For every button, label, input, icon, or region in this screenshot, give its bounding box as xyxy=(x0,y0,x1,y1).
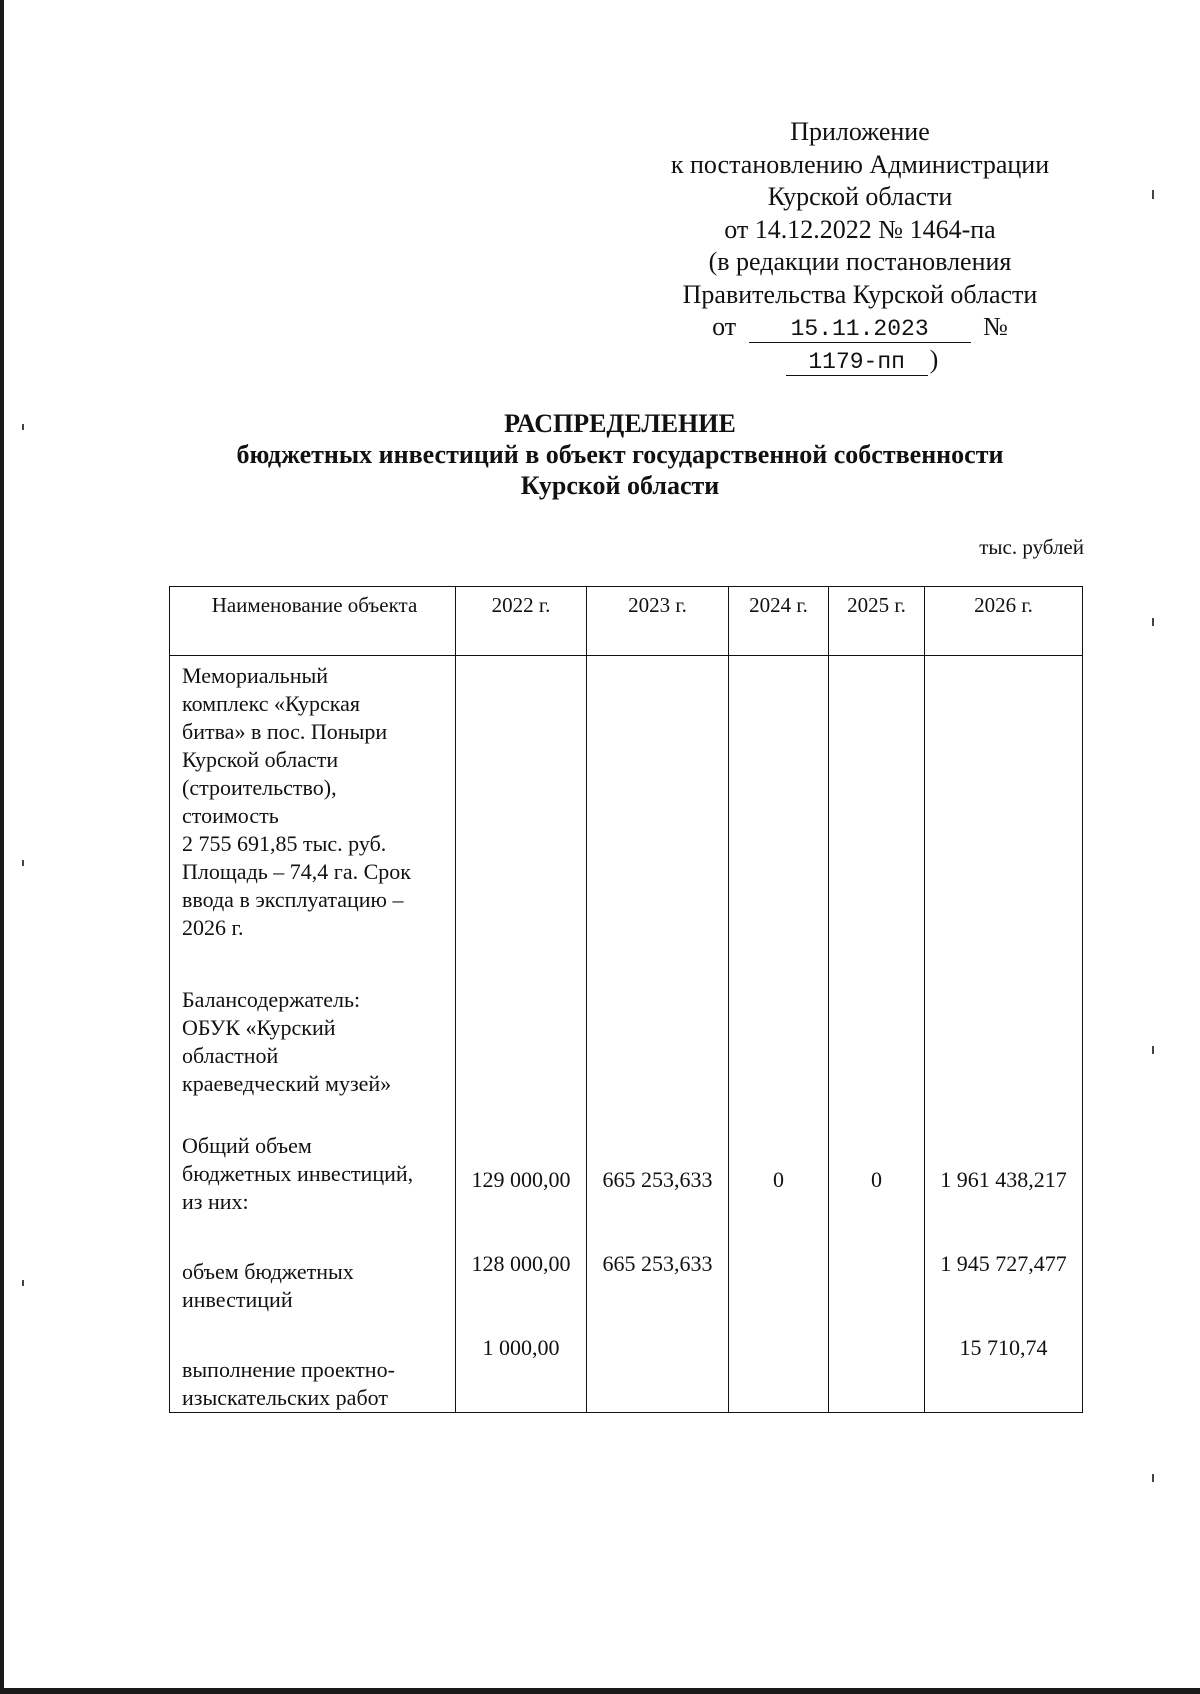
header-year: 2025 г. xyxy=(829,587,925,656)
value-investments: 1 945 727,477 xyxy=(940,1251,1067,1276)
description-line: Площадь – 74,4 га. Срок xyxy=(182,859,411,884)
from-label: от xyxy=(712,312,737,341)
description-line: 2 755 691,85 тыс. руб. xyxy=(182,831,387,856)
description-line: Курской области xyxy=(182,747,339,772)
appendix-line: Приложение xyxy=(790,117,930,146)
description-line: битва» в пос. Поныри xyxy=(182,719,388,744)
value-investments: 128 000,00 xyxy=(471,1251,571,1276)
value-investments xyxy=(829,1250,924,1278)
description-line: комплекс «Курская xyxy=(182,691,361,716)
scan-left-edge xyxy=(0,0,4,1694)
value-investments xyxy=(729,1250,828,1278)
appendix-line: Правительства Курской области xyxy=(682,279,1038,309)
amendment-number-field: 1179-пп xyxy=(786,349,928,376)
year-column-cell xyxy=(729,656,829,1413)
title-line: бюджетных инвестиций в объект государственной собственности xyxy=(236,440,1004,469)
value-total: 0 xyxy=(773,1167,784,1192)
scan-speck xyxy=(22,424,24,430)
appendix-block xyxy=(640,116,1080,376)
investment-table xyxy=(169,586,1083,1413)
scan-bottom-edge xyxy=(0,1688,1200,1694)
balance-holder xyxy=(182,986,443,1098)
header-year: 2023 г. xyxy=(587,587,729,656)
value-total: 1 961 438,217 xyxy=(940,1167,1067,1192)
label-line: инвестиций xyxy=(182,1287,293,1312)
value-total: 0 xyxy=(871,1167,882,1192)
description-line: Мемориальный xyxy=(182,663,329,688)
row-label-total xyxy=(182,1132,443,1216)
object-description xyxy=(182,662,443,942)
appendix-line: (в редакции постановления xyxy=(708,247,1012,276)
scan-speck xyxy=(1152,1474,1154,1482)
year-column-cell xyxy=(456,656,587,1413)
label-line: из них: xyxy=(182,1189,249,1214)
year-column-cell xyxy=(587,656,729,1413)
value-investments: 665 253,633 xyxy=(602,1251,713,1276)
object-name-cell xyxy=(170,656,456,1413)
label-line: Общий объем xyxy=(182,1133,312,1158)
unit-label: тыс. рублей xyxy=(979,535,1084,559)
label-line: изыскательских работ xyxy=(182,1385,388,1410)
description-line: 2026 г. xyxy=(182,915,244,940)
document-title xyxy=(160,408,1080,501)
scan-speck xyxy=(1152,618,1154,626)
description-line: ввода в эксплуатацию – xyxy=(182,887,404,912)
label-line: объем бюджетных xyxy=(182,1259,354,1284)
value-design-works xyxy=(729,1334,828,1362)
year-column-cell xyxy=(925,656,1083,1413)
value-total: 665 253,633 xyxy=(602,1167,713,1192)
number-label: № xyxy=(983,312,1008,341)
scan-speck xyxy=(1152,190,1154,199)
holder-line: краеведческий музей» xyxy=(182,1071,392,1096)
holder-line: областной xyxy=(182,1043,279,1068)
value-design-works: 15 710,74 xyxy=(959,1335,1048,1360)
title-line: Курской области xyxy=(520,471,720,500)
scan-speck xyxy=(1152,1046,1154,1054)
scan-speck xyxy=(22,860,24,866)
appendix-line: Курской области xyxy=(767,182,953,211)
header-year: 2022 г. xyxy=(456,587,587,656)
value-total: 129 000,00 xyxy=(471,1167,571,1192)
value-design-works: 1 000,00 xyxy=(482,1335,560,1360)
appendix-line: к постановлению Администрации xyxy=(670,149,1050,179)
header-object-name: Наименование объекта xyxy=(170,587,456,656)
value-design-works xyxy=(829,1334,924,1362)
table-header-row xyxy=(170,587,1083,656)
header-year: 2024 г. xyxy=(729,587,829,656)
row-label-design-works xyxy=(182,1356,443,1412)
label-line: выполнение проектно- xyxy=(182,1357,395,1382)
label-line: бюджетных инвестиций, xyxy=(182,1161,414,1186)
value-design-works xyxy=(587,1334,728,1362)
holder-line: Балансодержатель: xyxy=(182,987,361,1012)
header-year: 2026 г. xyxy=(925,587,1083,656)
scan-speck xyxy=(22,1280,24,1286)
title-line: РАСПРЕДЕЛЕНИЕ xyxy=(504,409,736,438)
table-row xyxy=(170,656,1083,1413)
amendment-line xyxy=(640,311,1080,376)
year-column-cell xyxy=(829,656,925,1413)
amendment-date-field: 15.11.2023 xyxy=(749,316,971,343)
appendix-line: от 14.12.2022 № 1464-па xyxy=(724,214,996,244)
row-label-investments xyxy=(182,1258,443,1314)
holder-line: ОБУК «Курский xyxy=(182,1015,336,1040)
close-paren: ) xyxy=(929,344,939,374)
description-line: стоимость xyxy=(182,803,279,828)
description-line: (строительство), xyxy=(182,775,337,800)
